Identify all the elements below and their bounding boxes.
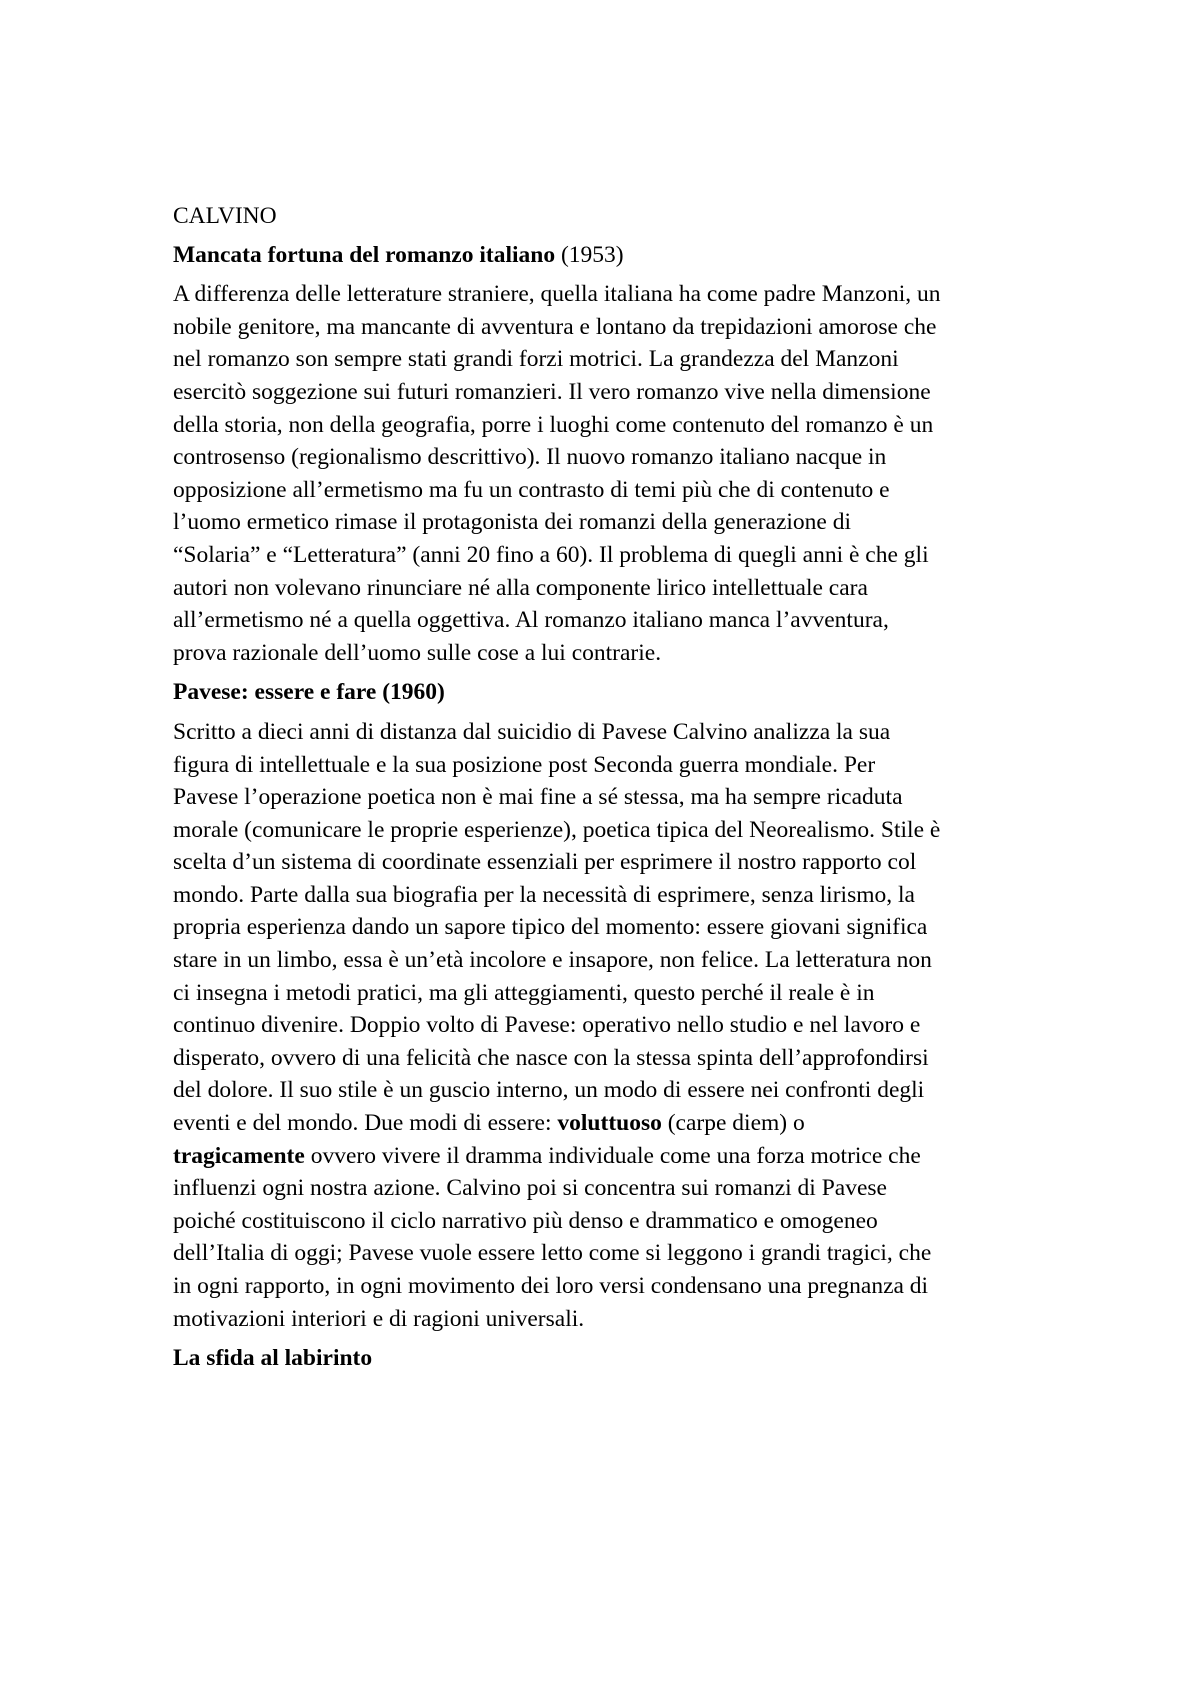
paragraph-mancata-fortuna [173, 278, 1053, 669]
section-heading-pavese [173, 676, 1053, 709]
section-heading-text: Mancata fortuna del romanzo italiano [173, 241, 556, 268]
text-line: prova razionale dell’uomo sulle cose a lui contrarie. [173, 639, 662, 666]
text-line: “Solaria” e “Letteratura” (anni 20 fino a 60). Il problema di quegli anni è che gli [173, 541, 929, 568]
text-line: scelta d’un sistema di coordinate essenziali per esprimere il nostro rapporto col [173, 849, 917, 876]
text-line: controsenso (regionalismo descrittivo). Il nuovo romanzo italiano nacque in [173, 444, 887, 471]
text-line: Pavese l’operazione poetica non è mai fine a sé stessa, ma ha sempre ricaduta [173, 784, 903, 811]
text-line [173, 1107, 1053, 1140]
section-heading-sfida-labirinto: La sfida al labirinto [173, 1345, 373, 1372]
text-line: morale (comunicare le proprie esperienze), poetica tipica del Neorealismo. Stile è [173, 816, 941, 843]
text-line: autori non volevano rinunciare né alla componente lirico intellettuale cara [173, 574, 868, 601]
text-line: continuo divenire. Doppio volto di Pavese: operativo nello studio e nel lavoro e [173, 1012, 921, 1039]
section-heading-text: Pavese: essere e fare [173, 679, 377, 706]
bold-term-voluttuoso: voluttuoso [557, 1110, 662, 1137]
text-line: disperato, ovvero di una felicità che nasce con la stessa spinta dell’approfondirsi [173, 1044, 929, 1071]
text-line: influenzi ogni nostra azione. Calvino poi si concentra sui romanzi di Pavese [173, 1175, 887, 1202]
text-line: motivazioni interiori e di ragioni universali. [173, 1305, 585, 1332]
text-line: nobile genitore, ma mancante di avventura e lontano da trepidazioni amorose che [173, 313, 937, 340]
text-line [173, 1140, 1053, 1173]
section-heading-year: (1953) [560, 241, 624, 268]
text-line: poiché costituiscono il ciclo narrativo più denso e drammatico e omogeneo [173, 1207, 878, 1234]
text-line: A differenza delle letterature straniere, quella italiana ha come padre Manzoni, un [173, 281, 941, 308]
document-title: CALVINO [173, 203, 277, 229]
section-heading-mancata-fortuna [173, 239, 1053, 272]
text-run: ovvero vivere il dramma individuale come una forza motrice che [304, 1142, 921, 1169]
text-run: (carpe diem) o [661, 1110, 805, 1137]
text-line: del dolore. Il suo stile è un guscio interno, un modo di essere nei confronti degli [173, 1077, 925, 1104]
text-line: in ogni rapporto, in ogni movimento dei loro versi condensano una pregnanza di [173, 1273, 929, 1299]
text-line: nel romanzo son sempre stati grandi forzi motrici. La grandezza del Manzoni [173, 346, 899, 373]
text-line: dell’Italia di oggi; Pavese vuole essere letto come si leggono i grandi tragici, che [173, 1240, 932, 1267]
text-line: mondo. Parte dalla sua biografia per la necessità di esprimere, senza lirismo, la [173, 881, 915, 908]
document-page [173, 200, 1053, 1382]
text-line: all’ermetismo né a quella oggettiva. Al romanzo italiano manca l’avventura, [173, 607, 889, 634]
text-line: Scritto a dieci anni di distanza dal suicidio di Pavese Calvino analizza la sua [173, 718, 891, 745]
text-line: propria esperienza dando un sapore tipico del momento: essere giovani significa [173, 914, 928, 941]
paragraph-pavese [173, 716, 1053, 1335]
text-line: stare in un limbo, essa è un’età incolore e insapore, non felice. La letteratura non [173, 947, 932, 974]
bold-term-tragicamente: tragicamente [173, 1142, 305, 1169]
section-heading-year: (1960) [382, 679, 445, 706]
text-line: figura di intellettuale e la sua posizione post Seconda guerra mondiale. Per [173, 751, 876, 778]
text-line: esercitò soggezione sui futuri romanzieri. Il vero romanzo vive nella dimensione [173, 378, 931, 405]
text-line: della storia, non della geografia, porre i luoghi come contenuto del romanzo è un [173, 411, 934, 438]
text-line: opposizione all’ermetismo ma fu un contrasto di temi più che di contenuto e [173, 476, 890, 503]
text-line: ci insegna i metodi pratici, ma gli atteggiamenti, questo perché il reale è in [173, 979, 875, 1006]
text-run: eventi e del mondo. Due modi di essere: [173, 1110, 558, 1137]
text-line: l’uomo ermetico rimase il protagonista dei romanzi della generazione di [173, 509, 851, 536]
